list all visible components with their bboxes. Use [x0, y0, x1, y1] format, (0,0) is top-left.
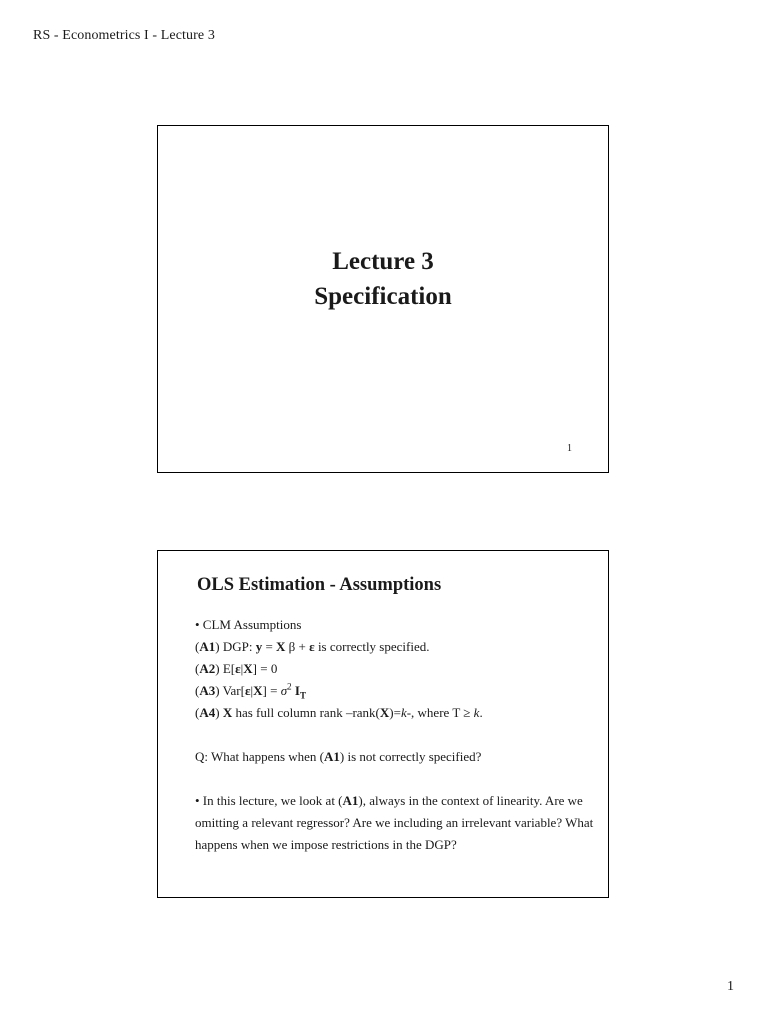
assumption-line-a2 [195, 658, 605, 680]
clm-assumptions-bullet: • CLM Assumptions [195, 617, 302, 632]
text-fragment: ( [195, 661, 200, 676]
text-fragment: ), always in the context of linearity. Are we omitting a relevant regressor? Are we including an irrelevant variable? What happens when we impose restrictions in the DGP? [195, 793, 594, 852]
text-fragment: A3 [199, 683, 216, 698]
text-fragment: | [250, 683, 254, 698]
text-fragment: has full column rank –rank( [232, 705, 380, 720]
text-fragment: is correctly specified. [314, 639, 430, 654]
text-fragment: X [222, 705, 233, 720]
text-fragment: y [255, 639, 263, 654]
text-fragment: Q: What happens when ( [195, 749, 325, 764]
slide-2-frame [157, 550, 609, 898]
text-fragment: k [400, 705, 407, 720]
text-fragment: ( [195, 683, 200, 698]
spacer [195, 724, 605, 746]
text-fragment: ) DGP: [215, 639, 256, 654]
text-fragment: • In this lecture, we look at ( [195, 793, 343, 808]
assumption-line-a3 [195, 680, 605, 702]
text-fragment: ε [244, 683, 251, 698]
assumption-line-a4 [195, 702, 605, 724]
text-fragment: 2 [287, 681, 292, 692]
slide-1-title [158, 244, 608, 314]
text-fragment: X [276, 639, 286, 654]
text-fragment: σ [280, 683, 288, 698]
text-fragment: = [262, 639, 277, 654]
text-fragment: X [243, 661, 253, 676]
text-fragment: | [240, 661, 244, 676]
slide-1-number: 1 [567, 443, 572, 454]
text-fragment: . [479, 705, 483, 720]
page-number: 1 [727, 979, 734, 994]
text-fragment: A4 [199, 705, 216, 720]
text-fragment: A1 [324, 749, 340, 764]
question-line [195, 746, 605, 768]
text-fragment: ] = [262, 683, 281, 698]
text-fragment: A2 [199, 661, 216, 676]
closing-paragraph [195, 790, 605, 856]
text-fragment: ) Var[ [215, 683, 245, 698]
text-fragment: )= [389, 705, 401, 720]
slide-1-frame [157, 125, 609, 473]
text-fragment: ( [195, 705, 200, 720]
text-fragment: X [379, 705, 390, 720]
text-fragment: ) [215, 705, 223, 720]
slide-2-body [195, 614, 605, 856]
text-fragment: ε [309, 639, 315, 654]
text-fragment: -, where T ≥ [406, 705, 474, 720]
slide-2-heading: OLS Estimation - Assumptions [197, 575, 442, 595]
page-header: RS - Econometrics I - Lecture 3 [33, 28, 215, 43]
text-fragment: ε [235, 661, 241, 676]
text-fragment: ] = 0 [252, 661, 278, 676]
text-fragment: A1 [199, 639, 216, 654]
assumption-list [195, 636, 605, 724]
slide-1-title-line-2: Specification [314, 283, 452, 310]
text-fragment: A1 [342, 793, 359, 808]
text-fragment: ) E[ [215, 661, 236, 676]
text-fragment: T [299, 690, 306, 701]
text-fragment: ) is not correctly specified? [339, 749, 482, 764]
spacer [195, 768, 605, 790]
slide-1-title-line-1: Lecture 3 [332, 248, 434, 275]
text-fragment: X [253, 683, 263, 698]
text-fragment: I [294, 683, 300, 698]
text-fragment: β + [285, 639, 310, 654]
text-fragment: k [473, 705, 480, 720]
text-fragment: ( [195, 639, 200, 654]
assumption-line-a1 [195, 636, 605, 658]
